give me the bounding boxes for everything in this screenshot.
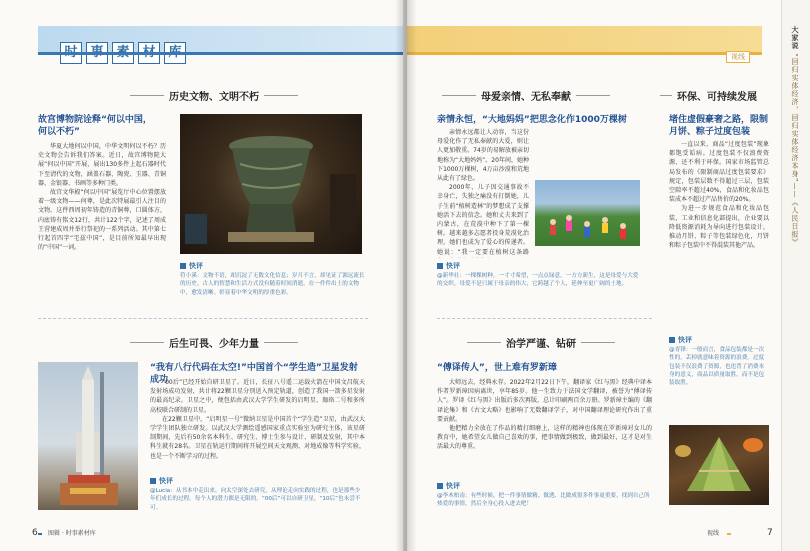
paragraph: 华夏大地何以中国，中华文明何以不朽？历史文物会告诉我们答案。近日，故宫博物院大展“何以中国”开展，展出130多件上起石器时代下至清代的文物，涵盖石器、陶瓷、玉器、青铜器、金银器、书画等多种门类。	[38, 143, 166, 187]
bronze-vessel-icon	[180, 114, 362, 254]
article-body	[669, 140, 769, 322]
comment-icon	[669, 337, 675, 343]
page-number: 7	[767, 528, 773, 538]
paragraph: 亲情永远都让人动容，当这份母爱化作了无私奉献的大爱，则让人更加敬重。74岁的易解放被亲切地称为“大地妈妈”。20年间，她种下1000万棵树，4万亩沙漠和荒地从此有了绿色。	[437, 129, 529, 183]
sidebar-text: 大家说 “回归实体经济，回归实体经济本身”——《人民日报》	[791, 26, 799, 247]
left-page	[0, 0, 403, 551]
people-icon	[535, 180, 640, 246]
bronze-vessel-photo	[180, 114, 362, 254]
paragraph: 一直以来，商品“过度包装”现象都饱受诟病。过度包装不仅浪费资源、还不利于环保。国家市场监管总局发布的《限制商品过度包装要求》规定，包装层数不得超过三层，包装空隙率不超过40%，食品和化妆品包装成本不超过产品售价的20%。	[669, 141, 769, 204]
section-heading: 历史文物、文明不朽	[125, 88, 303, 103]
paragraph: 故宫文华殿“何以中国”展览厅中心位置摆放着一级文物——何尊，是此次特展最引人注目的文物。这件西周初年铸造的青铜尊，口圆体方，内底铸有铭文12行，共计122个字，记述了周成王营建成周并举行祭祀的一系列活动。其中第七行起首四字“宅兹中国”，是目前所知最早出现的“中国”一词。	[38, 189, 166, 252]
paragraph: 大师远去，经典永存。2022年2月22日下午，翻译家《红与黑》经典中译本作者罗新璋因病离世，享年85岁。他一生致力于法国文学翻译，被誉为“傅译传人”。罗译《红与黑》出版后多次再版，总计印刷两百余万册。罗新璋主编的《翻译论集》和《古文大略》也影响了无数翻译学子，对中国翻译理论研究作出了重要贡献。	[437, 379, 652, 423]
paragraph: “00后”已经开始自研卫星了。近日，长征八号遥二运载火箭在中国文昌航天发射场成功发射，共计将22颗卫星分别送入预定轨道，创造了我国一箭多星发射的最高纪录。卫星之中，便包括由武汉大学学生研发的启明星、珈珞二号和多所高校联合研制的卫星。	[150, 379, 365, 414]
comment-icon	[150, 478, 156, 484]
section-heading: 治学严谨、钻研	[462, 335, 620, 350]
section-divider	[437, 318, 652, 319]
paragraph: 在22颗卫星中，“启明星一号”微纳卫星是中国首个“学生造”卫星，由武汉大学学生团队独立研发。以武汉大学测绘遥感国家重点实验室为研究主体，该星研制期间，先后有50余名本科生、研究生、博士生参与设计、研制及发射，其中本科生就有28名。卫星在轨运行期间将开展空间天文观测、对地成像等科学实验，也是一个不断学习的过程。	[150, 415, 365, 460]
article-title: 堵住虚假豪奢之路，限制月饼、粽子过度包装	[669, 115, 769, 137]
article-title: 故宫博物院诠释“何以中国，何以不朽”	[38, 115, 152, 137]
section-divider	[38, 318, 368, 319]
quick-comment: 快评 @青锋：一般而言，食品包装都是一次性的，丢掉就意味着资源的浪费。过度包装不仅浪费了资源，也违背了消费本身的意义，商品以质量取胜，而不是包装取胜。	[669, 336, 765, 387]
quick-comment: 快评 符小溪：文物不语，却沉淀了无数文化信息；岁月不言，却见证了源远流长的历史。古人的智慧和生活方式没有随着时间消逝，在一件件出土的文物中，愈发清晰。彰显着中华文明的厚重色彩。	[180, 262, 365, 296]
article-body	[437, 378, 652, 478]
zongzi-photo	[669, 425, 769, 505]
paragraph: 为进一步规范食品和化妆品包装，工业和信息化部提出，企业要以降低资源消耗为导向进行包装设计，推动月饼、粽子等包装绿色化，月饼和粽子包装中不得混装其他产品。	[669, 205, 769, 250]
comment-icon	[437, 483, 443, 489]
footer-mark	[38, 533, 42, 535]
quick-comment: 快评 @Lucia：从书本中走出来，向太空深处去研究，从理论走向实践的过程，也是那些少年们成长的过程。每个人的潜力都是无限的。“00后”可以自研卫星，“10后”也未尝不可。	[150, 477, 361, 511]
tree-planting-photo	[535, 180, 640, 246]
footer-label: 图辑 · 时事素材库	[48, 530, 96, 537]
article-body	[38, 142, 166, 292]
article-title: “我有八行代码在太空!”中国首个“学生造”卫星发射成功	[150, 363, 358, 385]
article-title: “傅译传人”，世上难有罗新璋	[437, 363, 557, 373]
article-body	[437, 128, 529, 258]
section-tag: 视线	[726, 51, 750, 63]
page-number: 6	[32, 528, 38, 538]
header-rule	[407, 52, 762, 55]
section-heading: 环保、可持续发展	[655, 88, 757, 103]
top-band	[407, 26, 762, 52]
rocket-launch-photo	[38, 362, 138, 510]
header-rule	[38, 52, 403, 55]
rocket-icon	[38, 362, 138, 510]
zongzi-icon	[669, 425, 769, 505]
comment-icon	[437, 263, 443, 269]
comment-icon	[180, 263, 186, 269]
section-heading: 后生可畏、少年力量	[125, 335, 303, 350]
article-title: 亲情永恒，“大地妈妈”把思念化作1000万棵树	[437, 115, 627, 125]
right-page	[407, 0, 810, 551]
quick-comment: 快评 @李木柏南：有些时候，把一件事情做精、做透、比做成很多件事更重要。找到自己所热爱的事情，然后全身心投入进去吧！	[437, 482, 650, 508]
footer-mark	[727, 533, 731, 535]
article-body	[150, 378, 365, 473]
section-heading: 母爱亲情、无私奉献	[437, 88, 615, 103]
footer-label: 视线	[707, 530, 720, 537]
quick-comment: 快评 @新华社：一棵棵树种，一寸寸希望，一点点绿意，一方方新生，这是母爱与大爱的交织。母爱不是只属于母亲的伟大，它跨越了个人，延伸至更广阔的土地。	[437, 262, 639, 288]
paragraph: 2000年，儿子因交通事故不幸身亡，失独之痛没有打倒她，儿子生前“植树造林”的梦想成了支撑她活下去的信念。她和丈夫来到了内蒙古，在荒漠中种下了第一棵树。越来越多志愿者投身荒漠化治理，她们也成为了爱心的传递者。她说：“我一定要在植树这条路	[437, 184, 529, 256]
paragraph: 他把精力全放在了作品的精打细磨上，这样的精神也体现在罗新璋对女儿的教育中，她希望女儿做自己喜欢的事，把事情做到极致，做到最好，这才是对生活最大的尊重。	[437, 425, 652, 451]
sidebar	[781, 0, 810, 551]
